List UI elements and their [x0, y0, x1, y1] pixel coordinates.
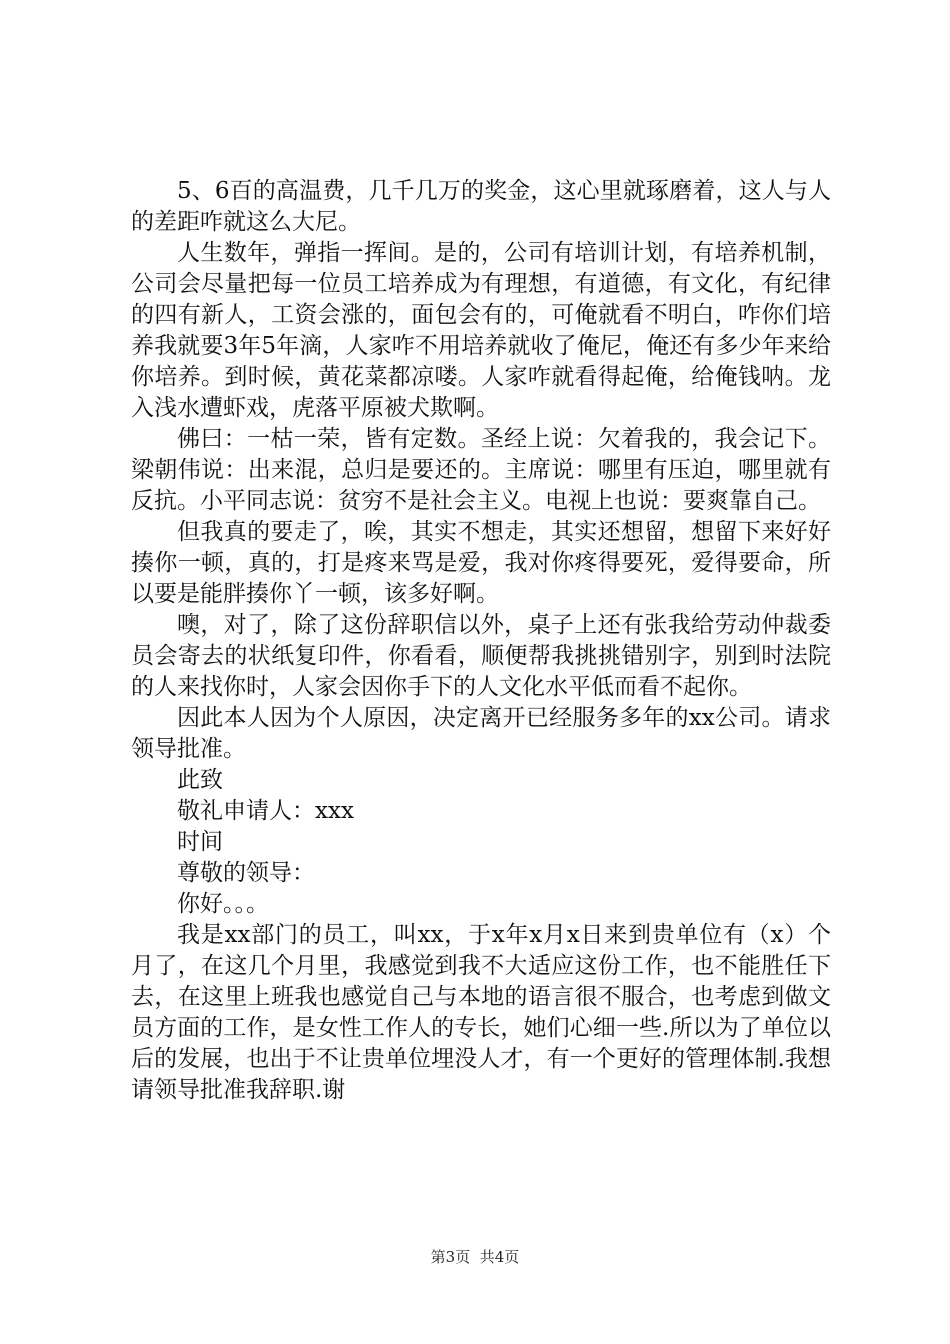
date-line: 时间: [177, 829, 223, 855]
paragraph: 但我真的要走了，唉，其实不想走，其实还想留，想留下来好好揍你一顿，真的，打是疼来骂是爱，我对你疼得要死，爱得要命，所以要是能胖揍你丫一顿，该多好啊。: [131, 519, 831, 607]
greeting-line: 你好。。。: [177, 891, 269, 917]
page-footer: [0, 1246, 950, 1267]
document-body: [131, 176, 831, 1106]
paragraph: 5、6百的高温费，几千几万的奖金，这心里就琢磨着，这人与人的差距咋就这么大尼。: [131, 178, 831, 235]
paragraph: 因此本人因为个人原因，决定离开已经服务多年的xx公司。请求领导批准。: [131, 705, 831, 762]
paragraph: 我是xx部门的员工，叫xx，于x年x月x日来到贵单位有（x）个月了，在这几个月里，我感觉到我不大适应这份工作，也不能胜任下去，在这里上班我也感觉自己与本地的语言很不服合，也考虑到做文员方面的工作，是女性工作人的专长，她们心细一些.所以为了单位以后的发展，也出于不让贵单位埋没人才，有一个更好的管理体制.我想请领导批准我辞职.谢: [131, 922, 831, 1103]
paragraph: 人生数年，弹指一挥间。是的，公司有培训计划，有培养机制，公司会尽量把每一位员工培养成为有理想，有道德，有文化，有纪律的四有新人，工资会涨的，面包会有的，可俺就看不明白，咋你们培养我就要3年5年滴，人家咋不用培养就收了俺尼，俺还有多少年来给你培养。到时候，黄花菜都凉喽。人家咋就看得起俺，给俺钱呐。龙入浅水遭虾戏，虎落平原被犬欺啊。: [131, 240, 831, 421]
page-total: 共4页: [479, 1248, 520, 1266]
closing-line: 此致: [177, 767, 223, 793]
salutation-line: 尊敬的领导：: [177, 860, 315, 886]
signature-line: 敬礼申请人：xxx: [177, 798, 354, 824]
paragraph: 噢，对了，除了这份辞职信以外，桌子上还有张我给劳动仲裁委员会寄去的状纸复印件，你看看，顺便帮我挑挑错别字，别到时法院的人来找你时，人家会因你手下的人文化水平低而看不起你。: [131, 612, 831, 700]
paragraph: 佛曰：一枯一荣，皆有定数。圣经上说：欠着我的，我会记下。梁朝伟说：出来混，总归是要还的。主席说：哪里有压迫，哪里就有反抗。小平同志说：贫穷不是社会主义。电视上也说：要爽靠自己。: [131, 426, 831, 514]
page-number: 第3页: [430, 1248, 471, 1266]
